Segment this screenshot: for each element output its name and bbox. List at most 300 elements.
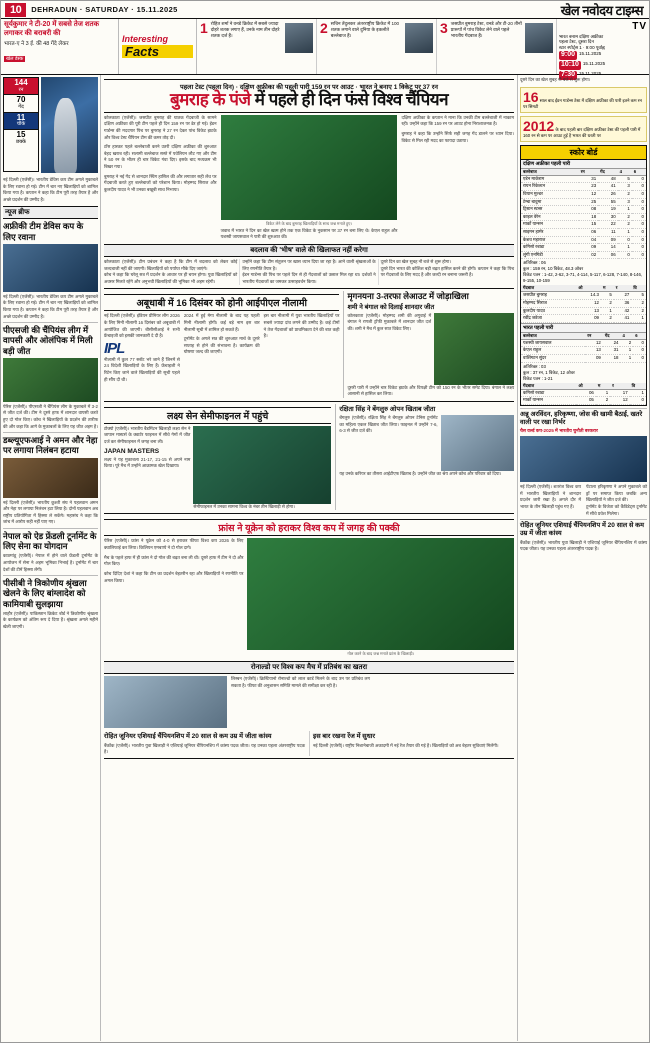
col-sixes: 6	[632, 169, 646, 176]
cell-4s: 1	[618, 228, 632, 236]
ronaldo-photo	[104, 676, 227, 728]
table-row	[521, 236, 646, 244]
lead-photo-caption: विकेट लेने के बाद बुमराह खिलाड़ियों के साथ जश्न मनाते हुए।	[266, 220, 352, 226]
lakshya-body-1: टोक्यो (एजेंसी)। भारतीय बैडमिंटन खिलाड़ी लक्ष्य सेन ने जापान मास्टर्स के क्वार्टर फाइनल में सीधे गेमों में जीत दर्ज कर सेमीफाइनल में जगह बना ली।	[104, 425, 191, 445]
score-sixes	[4, 130, 38, 146]
edition-date: DEHRADUN · SATURDAY · 15.11.2025	[31, 5, 178, 14]
lead-side-body-2: बुमराह ने कहा कि उन्होंने सिर्फ सही जगह गेंद डालने पर ध्यान दिया। विकेट से मिल रही मदद का फायदा उठाया।	[401, 130, 514, 143]
rohit-jr-right-headline: रोहित जूनियर एशियाई चैंपियनशिप में 20 साल से कम उम्र में जीता कांस्य	[520, 522, 645, 538]
cell-runs: 04	[579, 236, 598, 244]
strip-lead-story	[1, 19, 119, 74]
score-fours	[4, 113, 38, 130]
tv-chip-row	[559, 61, 647, 70]
cell-w: 2	[631, 307, 646, 315]
highlight-box-2	[520, 116, 647, 142]
cell-w: 5	[631, 292, 646, 300]
tv-time-chip: 9:00	[561, 51, 576, 59]
cell-w: 1	[630, 389, 646, 397]
sub-body-p2: कोच ने कहा कि घरेलू सत्र में प्रदर्शन के आधार पर ही चयन होगा। युवा खिलाड़ियों को अवसर मिलते रहेंगे और अनुभवी खिलाड़ियों की भूमिका भी अहम रहेगी।	[104, 272, 238, 284]
col-fours: 4	[618, 169, 632, 176]
cell-4s: 2	[618, 221, 632, 229]
anju-body-2: पेंटाला हरिकृष्णा ने अपने मुकाबले को ड्रॉ पर समाप्त किया जबकि अन्य खिलाड़ियों ने जीत दर्ज की।	[586, 484, 647, 503]
main-column	[101, 75, 517, 1041]
rakshita-body-2: यह उनके करियर का तीसरा आईटीएफ खिताब है। उन्होंने जीत का श्रेय अपने कोच और परिवार को दिया।	[339, 471, 502, 476]
anju-sub: चैस वर्ल्ड कप-2025 में भारतीय चुनौती बरकरार	[520, 428, 598, 434]
fact-number: 3	[440, 20, 448, 36]
cell-6s: 0	[632, 198, 646, 206]
brief-body-5: लाहौर (एजेंसी)। पाकिस्तान क्रिकेट बोर्ड ने त्रिकोणीय श्रृंखला के कार्यक्रम को अंतिम रूप दे दिया है। श्रृंखला अगले महीने खेली जाएगी।	[3, 610, 98, 630]
table-row	[521, 206, 646, 214]
tv-time-chip: 10:10	[561, 61, 579, 69]
france-body-1: पेरिस (एजेंसी)। फ्रांस ने यूक्रेन को 4-0 से हराकर फीफा विश्व कप 2026 के लिए क्वालिफाई कर लिया। किलियन एमबाप्पे ने दो गोल दागे।	[104, 538, 244, 551]
misc-headline: इस बार रखना रेंज में सुधार	[313, 733, 376, 741]
cell-name: काइल वेरेन	[521, 213, 579, 221]
col-batsman: बल्लेबाज	[521, 333, 585, 340]
cell-m: 1	[596, 389, 610, 397]
table-row	[521, 198, 646, 206]
rohit-jr-headline: रोहित जूनियर एशियाई चैंपियनशिप में 20 साल से कम उम्र में जीता कांस्य	[104, 733, 272, 741]
france-caption: गोल करने के बाद जश्न मनाते फ्रांस के खिलाड़ी।	[347, 651, 415, 657]
score-runs-value: 144	[14, 78, 28, 87]
anju-photo	[520, 436, 647, 482]
sub-body-p4: ईडन गार्डन्स की पिच पर पहले दिन से ही गेंदबाजों को उछाल मिल रहा था। दर्शकों ने भारतीय गेंदबाजों का जमकर उत्साहवर्धन किया।	[242, 272, 376, 284]
cell-name: केएल राहुल	[521, 347, 585, 355]
score-fours-value: 11	[16, 112, 26, 122]
cell-runs: 09	[579, 244, 598, 252]
france-headline: फ्रांस ने यूक्रेन को हराकर विश्व कप में जगह की पक्की	[104, 519, 514, 536]
lead-headline	[104, 91, 514, 110]
cell-4s: 1	[618, 206, 632, 214]
brief-headline-1: अफ्रीकी टीम डेविस कप के लिए रवाना	[3, 221, 84, 242]
cell-4s: 2	[618, 213, 632, 221]
divider	[520, 519, 647, 520]
col-fours: 4	[620, 333, 633, 340]
scoreboard	[520, 145, 647, 406]
cell-6s: 0	[632, 213, 646, 221]
cell-balls: 18	[603, 355, 621, 363]
cell-m: 2	[601, 300, 614, 308]
ipl-body-3: 2024 में हुई मेगा नीलामी के बाद यह पहली मिनी नीलामी होगी। कई बड़े नाम इस बार नीलामी सूची में शामिल हो सकते हैं।	[183, 313, 260, 332]
cell-6s: 0	[633, 339, 646, 347]
score-runs	[4, 78, 38, 95]
fact-photo	[405, 23, 433, 53]
right-rail	[517, 75, 649, 1041]
col-bowler: गेंदबाज	[521, 383, 576, 390]
table-row	[521, 389, 646, 397]
cell-6s: 0	[632, 206, 646, 214]
cell-runs: 02	[579, 251, 598, 259]
col-overs: ओ	[576, 285, 601, 292]
facts-list	[197, 19, 557, 74]
cell-balls: 41	[598, 183, 617, 191]
ipl-body-1: नई दिल्ली (एजेंसी)। इंडियन प्रीमियर लीग 2026 के लिए मिनी नीलामी 16 दिसंबर को अबूधाबी में आयोजित की जाएगी। बीसीसीआई ने सभी फ्रेंचाइजी को इसकी जानकारी दे दी है।	[104, 313, 180, 339]
anju-body-3: टूर्नामेंट के विजेता को कैंडिडेट्स टूर्नामेंट में सीधे प्रवेश मिलेगा।	[586, 504, 647, 516]
ind-innings-heading: भारत पहली पारी	[521, 323, 646, 333]
lead-headline-part2: में पहले ही दिन फंसे विश्व चैंपियन	[254, 90, 449, 109]
left-lead-body: नई दिल्ली (एजेंसी)। भारतीय डेविस कप टीम अगले मुकाबले के लिए रवाना हो गई। टीम में चार नए खिलाड़ियों को शामिल किया गया है। कप्तान ने कहा कि टीम पूरी तरह तैयार है और अच्छे प्रदर्शन की उम्मीद है।	[3, 177, 98, 202]
tv-date: 15.11.2025	[579, 70, 602, 76]
tv-line: भारत बनाम दक्षिण अफ्रीका	[559, 33, 604, 39]
lead-body-col1c: बुमराह ने नई गेंद से शानदार स्विंग हासिल की और लगातार सही लेंथ पर गेंदबाजी करते हुए बल्लेबाजों को परेशान किया। मोहम्मद सिराज और कुलदीप यादव ने भी उनका बखूबी साथ निभाया।	[104, 173, 217, 192]
highlight-year: 2012	[523, 117, 555, 134]
highlight-text-2: के बाद पहली बार दक्षिण अफ्रीका टेस्ट की पहली पारी में 160 रन से कम पर आउट हुई है भारत की धरती पर	[523, 126, 641, 138]
cell-4s: 5	[618, 175, 632, 183]
sa-extras: अतिरिक्त : 06	[523, 260, 546, 266]
mrignayani-body-1: कोलकाता (एजेंसी)। मोहम्मद शमी की अगुवाई में बंगाल ने रणजी ट्रॉफी मुकाबले में शानदार जीत दर्ज की। शमी ने मैच में कुल सात विकेट लिए।	[347, 312, 432, 331]
score-sixes-label: छक्के	[15, 138, 27, 145]
cell-r: 36	[614, 300, 632, 308]
cell-o: 12	[576, 300, 601, 308]
tv-chip-row	[559, 51, 647, 60]
rohit-jr-right-body: बैंकॉक (एजेंसी)। भारतीय युवा खिलाड़ी ने एशियाई जूनियर चैंपियनशिप में कांस्य पदक जीता। यह उनका पहला अंतरराष्ट्रीय पदक है।	[520, 539, 647, 552]
cell-m: 1	[601, 307, 614, 315]
cell-name: एडेन मार्कराम	[521, 175, 579, 183]
news-brief-title: न्यूज ब्रीफ	[3, 206, 98, 219]
col-runs-conceded: र	[614, 285, 632, 292]
cell-r: 12	[610, 397, 630, 405]
anju-headline: अन्नू अरविंदन, हरिकृष्णा, जोस की खामी बैठाई, खतरे वाली पर रखा निर्भर	[520, 410, 643, 427]
lakshya-headline: लक्ष्य सेन सेमीफाइनल में पहुंचे	[104, 407, 331, 424]
lead-strap: पहला टेस्ट (पहला दिन) · दक्षिण अफ्रीका की पहली पारी 159 रन पर आउट · भारत ने बनाए 1 विकेट पर 37 रन	[180, 84, 438, 91]
col-sixes: 6	[633, 333, 646, 340]
cell-runs: 09	[585, 355, 603, 363]
cell-m: 5	[601, 292, 614, 300]
france-photo	[247, 538, 514, 650]
table-row	[521, 307, 646, 315]
cell-name: वियान मुल्डर	[521, 190, 579, 198]
cell-6s: 0	[632, 236, 646, 244]
table-row	[521, 183, 646, 191]
brief-body-3: नई दिल्ली (एजेंसी)। भारतीय कुश्ती संघ ने पहलवान अमन और नेहा पर लगाया निलंबन हटा लिया है। दोनों पहलवान अब राष्ट्रीय प्रतियोगिता में हिस्सा ले सकेंगे। महासंघ ने कहा कि जांच में आरोप सही नहीं पाए गए।	[3, 499, 98, 525]
mrignayani-headline: मृगनयना 3-तरफा लेआउट में जोड़ाखिला	[347, 291, 469, 302]
table-row	[521, 251, 646, 259]
lead-sub-body	[104, 259, 514, 285]
cell-o: 13	[576, 307, 601, 315]
cell-balls: 26	[598, 190, 617, 198]
strip-lead-headline: सूर्यकुमार ने टी-20 में सबसे तेज शतक लगाकर की बराबरी की	[4, 21, 99, 37]
fact-text: रोहित शर्मा ने वनडे क्रिकेट में सबसे ज्यादा दोहरे शतक लगाए हैं, उनके नाम तीन दोहरे शतक दर्ज हैं।	[210, 21, 280, 38]
col-runs: रन	[585, 333, 603, 340]
cell-o: 14.3	[576, 292, 601, 300]
cell-runs: 18	[579, 213, 598, 221]
scoreboard-title: स्कोर बोर्ड	[521, 146, 646, 160]
cell-name: ट्रिस्टन स्टब्स	[521, 206, 579, 214]
cell-r: 27	[614, 292, 632, 300]
tv-date: 15.11.2025	[579, 51, 602, 57]
sa-batting-table	[521, 169, 646, 260]
ind-extras: अतिरिक्त : 03	[523, 363, 546, 369]
cell-6s: 0	[632, 251, 646, 259]
top-strip	[1, 19, 649, 78]
france-body-3: कोच दिदिए देशां ने कहा कि टीम का प्रदर्शन बेहतरीन रहा और खिलाड़ियों ने रणनीति पर अमल किया।	[104, 570, 244, 583]
brief-headline-4: नेपाल को ऐड फ्रेंडली टूर्नामेंट के लिए सेना का योगदान	[3, 531, 97, 552]
lead-sub-headline: बदलाव की 'भीष' वाले की खिलाफत नहीं करेगा	[104, 244, 514, 257]
cell-w: 2	[631, 300, 646, 308]
fact-item	[437, 19, 557, 74]
page-number: 10	[5, 3, 26, 17]
cell-bowler: कगिसो रबाडा	[521, 389, 576, 397]
fact-item	[197, 19, 317, 74]
cell-balls: 09	[598, 236, 617, 244]
ronaldo-headline: रोनाल्डो पर विश्व कप मैच में प्रतिबंध का खतरा	[104, 661, 514, 674]
ronaldo-body: लिस्बन (एजेंसी)। क्रिस्टियानो रोनाल्डो को लाल कार्ड मिलने के बाद उन पर प्रतिबंध लग सकता है। फीफा की अनुशासन समिति मामले की समीक्षा कर रही है।	[231, 676, 370, 689]
divider	[520, 408, 647, 409]
cell-runs: 12	[579, 190, 598, 198]
cell-balls: 22	[598, 221, 617, 229]
cell-6s: 0	[632, 221, 646, 229]
table-row	[521, 397, 646, 405]
ipl-body-2: नीलामी में कुल 77 स्लॉट भरे जाने हैं जिनमें से 24 विदेशी खिलाड़ियों के लिए हैं। फ्रेंचाइजी ने रिटेन किए जाने वाले खिलाड़ियों की सूची पहले ही सौंप दी थी।	[104, 356, 180, 382]
cell-o: 05	[576, 397, 596, 405]
col-wickets: वि	[630, 383, 646, 390]
fact-text: सचिन तेंदुलकर अंतरराष्ट्रीय क्रिकेट में 100 शतक लगाने वाले दुनिया के इकलौते बल्लेबाज हैं।	[330, 21, 400, 38]
col-wickets: वि	[631, 285, 646, 292]
logo-navodaya: नवोदय टाइम्स	[582, 2, 643, 18]
cell-6s: 0	[632, 183, 646, 191]
cell-o: 06	[576, 389, 596, 397]
brief-photo-2	[3, 358, 98, 402]
ind-bowling-table	[521, 383, 646, 405]
rohit-jr-body: बैंकॉक (एजेंसी)। भारतीय युवा खिलाड़ी ने एशियाई जूनियर चैंपियनशिप में कांस्य पदक जीता। यह उनका पहला अंतरराष्ट्रीय पदक है।	[104, 742, 305, 755]
ipl-body-5: इस बार नीलामी में युवा भारतीय खिलाड़ियों पर सबसे ज्यादा दांव लगने की उम्मीद है। कई टीमों ने तेज गेंदबाजों को प्राथमिकता देने की बात कही है।	[263, 313, 340, 339]
table-row	[521, 228, 646, 236]
cell-runs: 06	[579, 228, 598, 236]
tv-line: स्टार स्पोर्ट्स 1 · 9:00 पूर्वाह्न	[559, 44, 605, 50]
cell-m: 2	[601, 315, 614, 323]
cell-balls: 14	[598, 244, 617, 252]
cell-name: मार्को यान्सन	[521, 221, 579, 229]
cell-bowler: मार्को यान्सन	[521, 397, 576, 405]
cell-4s: 1	[620, 347, 633, 355]
table-row	[521, 221, 646, 229]
divider	[3, 322, 98, 323]
cell-runs: 23	[579, 183, 598, 191]
cell-name: साइमन हार्मर	[521, 228, 579, 236]
col-balls: गेंद	[598, 169, 617, 176]
lakshya-body-3: सेमीफाइनल में उनका सामना विश्व के नंबर तीन खिलाड़ी से होगा।	[193, 503, 295, 509]
tv-line: पहला टेस्ट, दूसरा दिन	[559, 39, 594, 45]
cell-runs: 31	[579, 175, 598, 183]
divider	[3, 575, 98, 576]
newspaper-logo	[561, 1, 645, 19]
lead-main-photo	[221, 115, 398, 220]
cell-balls: 31	[603, 347, 621, 355]
ind-fall: विकेट पतन : 1-21	[523, 375, 553, 381]
cell-6s: 0	[632, 175, 646, 183]
cell-o: 09	[576, 315, 601, 323]
score-balls-value: 70	[16, 95, 26, 105]
rakshita-body-1: बेंगलुरु (एजेंसी)। रक्षिता सिंह ने बेंगलुरु ओपन टेनिस टूर्नामेंट का महिला एकल खिताब जीत लिया। फाइनल में उन्होंने 7-6, 6-3 से जीत दर्ज की।	[339, 415, 438, 434]
table-row	[521, 175, 646, 183]
ind-total: कुल : 37 रन, 1 विकेट, 12 ओवर	[523, 369, 575, 375]
table-row	[521, 190, 646, 198]
cell-4s: 0	[618, 251, 632, 259]
cell-4s: 3	[618, 198, 632, 206]
fact-number: 1	[200, 20, 208, 36]
col-bowler: गेंदबाज	[521, 285, 576, 292]
table-row	[521, 244, 646, 252]
col-batsman: बल्लेबाज	[521, 169, 579, 176]
lead-banner	[104, 79, 514, 113]
cell-4s: 3	[618, 183, 632, 191]
table-row	[521, 213, 646, 221]
table-row	[521, 315, 646, 323]
cell-balls: 55	[598, 198, 617, 206]
sub-body-p1: कोलकाता (एजेंसी)। टीम प्रबंधन ने कहा है कि टीम में बदलाव को लेकर कोई जल्दबाजी नहीं की जाएगी। खिलाड़ियों को पर्याप्त मौके दिए जाएंगे।	[104, 258, 238, 271]
france-body-2: मैच के पहले हाफ में ही फ्रांस ने दो गोल की बढ़त बना ली थी। दूसरे हाफ में टीम ने दो और गोल किए।	[104, 554, 244, 567]
sub-body-p6: दूसरे दिन भारत की कोशिश बड़ी बढ़त हासिल करने की होगी। कप्तान ने कहा कि पिच पर गेंदबाजों के लिए मदद है और जल्दी रन बनाना जरूरी है।	[380, 265, 514, 278]
strip-lead-tag: खेल डेस्क	[6, 56, 24, 63]
cell-r: 17	[610, 389, 630, 397]
cell-r: 41	[614, 315, 632, 323]
brief-photo-1	[3, 244, 98, 292]
rakshita-photo	[441, 415, 514, 471]
cell-bowler: जसप्रीत बुमराह	[521, 292, 576, 300]
cell-6s: 0	[633, 355, 646, 363]
cell-bowler: कुलदीप यादव	[521, 307, 576, 315]
cell-runs: 08	[579, 206, 598, 214]
cell-name: कगिसो रबाडा	[521, 244, 579, 252]
tv-time-chip: 7:30	[561, 70, 576, 78]
cell-name: रायन रिकेल्टन	[521, 183, 579, 191]
anju-body-1: नई दिल्ली (एजेंसी)। शतरंज विश्व कप में भारतीय खिलाड़ियों ने शानदार प्रदर्शन जारी रखा है। अगले दौर में भारत के तीन खिलाड़ी पहुंच गए हैं।	[520, 484, 581, 510]
if-line2: Facts	[122, 45, 193, 58]
cell-balls: 19	[598, 206, 617, 214]
col-maidens: म	[596, 383, 610, 390]
score-fours-label: चौके	[16, 121, 26, 128]
cell-balls: 24	[603, 339, 621, 347]
divider	[3, 432, 98, 433]
cell-bowler: मोहम्मद सिराज	[521, 300, 576, 308]
cell-name: लुंगी एनगिडी	[521, 251, 579, 259]
cell-6s: 0	[632, 244, 646, 252]
cell-balls: 30	[598, 213, 617, 221]
score-box	[3, 77, 39, 172]
cell-6s: 0	[633, 347, 646, 355]
score-balls	[4, 95, 38, 112]
cell-4s: 0	[618, 236, 632, 244]
col-runs-conceded: र	[610, 383, 630, 390]
sub-body-p5: दूसरे दिन का खेल सुबह नौ बजे से शुरू होगा।	[380, 258, 451, 264]
cell-m: 2	[596, 397, 610, 405]
right-lead-body: दूसरे दिन का खेल सुबह नौ बजे से शुरू होगा।	[520, 77, 591, 82]
lakshya-sponsor: JAPAN MASTERS	[104, 447, 160, 455]
logo-khel: खेल	[560, 2, 580, 18]
cell-name: वाशिंगटन सुंदर	[521, 355, 585, 363]
tv-date: 15.11.2025	[582, 61, 606, 67]
table-row	[521, 339, 646, 347]
strip-lead-sub: भारत-ए ने 3 ई. की 48 गेंदे लेकर	[4, 40, 69, 47]
cell-name: केशव महाराज	[521, 236, 579, 244]
page-body	[1, 75, 649, 1041]
anju-body	[520, 484, 647, 517]
brief-body-1: नई दिल्ली (एजेंसी)। भारतीय डेविस कप टीम अगले मुकाबले के लिए रवाना हो गई। टीम में चार नए खिलाड़ियों को शामिल किया गया है। कप्तान ने कहा कि टीम पूरी तरह तैयार है और अच्छे प्रदर्शन की उम्मीद है।	[3, 293, 98, 319]
cell-balls: 11	[598, 228, 617, 236]
tv-schedule	[557, 19, 649, 78]
cell-runs: 13	[585, 347, 603, 355]
mrignayani-body-2: दूसरी पारी में उन्होंने चार विकेट झटके और विपक्षी टीम को 150 रन के भीतर समेट दिया। बंगाल ने लक्ष्य आसानी से हासिल कर लिया।	[347, 384, 514, 397]
cell-bowler: रवींद्र जडेजा	[521, 315, 576, 323]
score-runs-label: रन	[18, 86, 24, 93]
ipl-headline: अबूधाबी में 16 दिसंबर को होनी आईपीएल नीलामी	[104, 294, 339, 311]
cell-4s: 1	[618, 244, 632, 252]
brief-body-2: पेरिस (एजेंसी)। पीएसजी ने चैंपियंस लीग के मुकाबले में 3-2 से जीत दर्ज की। टीम ने दूसरे हाफ में शानदार वापसी करते हुए दो गोल किए। कोच ने खिलाड़ियों के प्रदर्शन की तारीफ की और कहा कि आगे के मुकाबलों के लिए यह जीत अहम है।	[3, 403, 98, 429]
fact-number: 2	[320, 20, 328, 36]
cell-w: 0	[630, 397, 646, 405]
col-runs: रन	[579, 169, 598, 176]
table-row	[521, 347, 646, 355]
ind-batting-table	[521, 333, 646, 363]
interesting-facts-logo	[119, 19, 197, 74]
if-line1: Interesting	[122, 34, 169, 44]
cell-runs: 12	[585, 339, 603, 347]
cell-name: टेम्बा बावुमा	[521, 198, 579, 206]
fact-item	[317, 19, 437, 74]
fact-photo	[285, 23, 313, 53]
mrignayani-sub: शमी ने बंगाल को दिलाई शानदार जीत	[347, 303, 435, 311]
lakshya-body-2: लक्ष्य ने यह मुकाबला 21-17, 21-15 से अपने नाम किया। पूरे मैच में उन्होंने आक्रामक खेल दिखाया।	[104, 456, 191, 469]
lead-body-col1: कोलकाता (एजेंसी)। जसप्रीत बुमराह की घातक गेंदबाजी के सामने दक्षिण अफ्रीका की पूरी टीम पहले ही दिन 159 रन पर ढेर हो गई। ईडन गार्डन्स की मददगार पिच पर बुमराह ने 27 रन देकर पांच विकेट झटके और विश्व टेस्ट चैंपियन टीम की कमर तोड़ दी।	[104, 114, 217, 140]
table-row	[521, 355, 646, 363]
surya-photo	[41, 77, 98, 173]
table-row	[521, 292, 646, 300]
ipl-body-4: टूर्नामेंट के अगले सत्र की शुरुआत मार्च के दूसरे सप्ताह से होने की संभावना है। कार्यक्रम की घोषणा जल्द की जाएगी।	[183, 336, 260, 355]
shami-photo	[434, 313, 514, 385]
misc-body: नई दिल्ली (एजेंसी)। राष्ट्रीय निशानेबाजी अकादमी में नई रेंज तैयार की गई है। खिलाड़ियों को अब बेहतर सुविधाएं मिलेंगी।	[313, 742, 499, 748]
col-balls: गेंद	[603, 333, 621, 340]
cell-name: यशस्वी जायसवाल	[521, 339, 585, 347]
col-overs: ओ	[576, 383, 596, 390]
sa-total: कुल : 159 रन, 10 विकेट, 48.3 ओवर	[523, 266, 584, 272]
sa-fall: विकेट पतन : 1-42, 2-62, 3-71, 4-114, 5-117, 6-128, 7-140, 8-146, 9-155, 10-159	[523, 272, 643, 284]
masthead	[1, 1, 649, 19]
lead-side-body-1: दक्षिण अफ्रीका के कप्तान ने माना कि उनकी टीम बल्लेबाजी में नाकाम रही। उन्होंने कहा कि 159 रन पर आउट होना निराशाजनक है।	[401, 114, 514, 127]
lead-headline-part1: बुमराह के पंजे	[169, 90, 251, 109]
lead-body-col2: जवाब में भारत ने दिन का खेल खत्म होने तक एक विकेट के नुकसान पर 37 रन बना लिए थे। केएल राहुल और यशस्वी जायसवाल ने पारी की शुरुआत की।	[220, 227, 398, 240]
sa-bowling-table	[521, 285, 646, 322]
ipl-logo: IPL	[104, 339, 125, 357]
cell-4s: 1	[620, 355, 633, 363]
divider	[3, 528, 98, 529]
highlight-text-1: साल बाद ईडन गार्डन्स टेस्ट में दक्षिण अफ्रीका की पारी इतने कम रन पर सिमटी	[523, 97, 642, 109]
sub-body-p3: उन्होंने कहा कि टीम संतुलन पर खास ध्यान दिया जा रहा है। आने वाली श्रृंखलाओं के लिए रणनीति तैयार है।	[242, 258, 376, 271]
cell-runs: 15	[579, 221, 598, 229]
cell-4s: 2	[618, 190, 632, 198]
lakshya-photo	[193, 426, 331, 504]
cell-runs: 25	[579, 198, 598, 206]
brief-body-4: काठमांडू (एजेंसी)। नेपाल में होने वाले फ्रेंडली टूर्नामेंट के आयोजन में सेना ने अहम भूमिका निभाई है। टूर्नामेंट में चार देशों की टीमें हिस्सा लेंगी।	[3, 553, 98, 572]
cell-6s: 0	[632, 190, 646, 198]
cell-balls: 48	[598, 175, 617, 183]
cell-r: 42	[614, 307, 632, 315]
cell-4s: 2	[620, 339, 633, 347]
brief-photo-3	[3, 458, 98, 498]
brief-headline-2: पीएसजी की चैंपियंस लीग में वापसी और ओलंपिक में मिली बड़ी जीत	[3, 325, 93, 356]
brief-headline-3: डब्ल्यूएफआई ने अमन और नेहा पर लगाया निलंबन हटाया	[3, 435, 98, 456]
fact-text: जसप्रीत बुमराह टेस्ट, वनडे और टी-20 तीनों प्रारूपों में पांच विकेट लेने वाले पहले भारतीय गेंदबाज हैं।	[450, 21, 522, 38]
lead-body-col1b: टॉस हारकर पहले बल्लेबाजी करने उतरी दक्षिण अफ्रीका की शुरुआत बेहद खराब रही। सलामी बल्लेबाज सस्ते में पवेलियन लौट गए और टीम ने 50 रन के भीतर ही चार विकेट गंवा दिए। इसके बाद मध्यक्रम भी बिखर गया।	[104, 144, 217, 169]
cell-w: 1	[631, 315, 646, 323]
left-column	[1, 75, 101, 1041]
fact-photo	[525, 23, 553, 53]
table-row	[521, 300, 646, 308]
footer-rule	[104, 758, 514, 759]
tv-title: TV	[632, 21, 647, 32]
rakshita-headline: रक्षिता सिंह ने बेंगलुरु ओपन खिताब जीता	[339, 405, 436, 413]
col-maidens: म	[601, 285, 614, 292]
score-sixes-value: 15	[16, 129, 26, 139]
cell-6s: 0	[632, 228, 646, 236]
